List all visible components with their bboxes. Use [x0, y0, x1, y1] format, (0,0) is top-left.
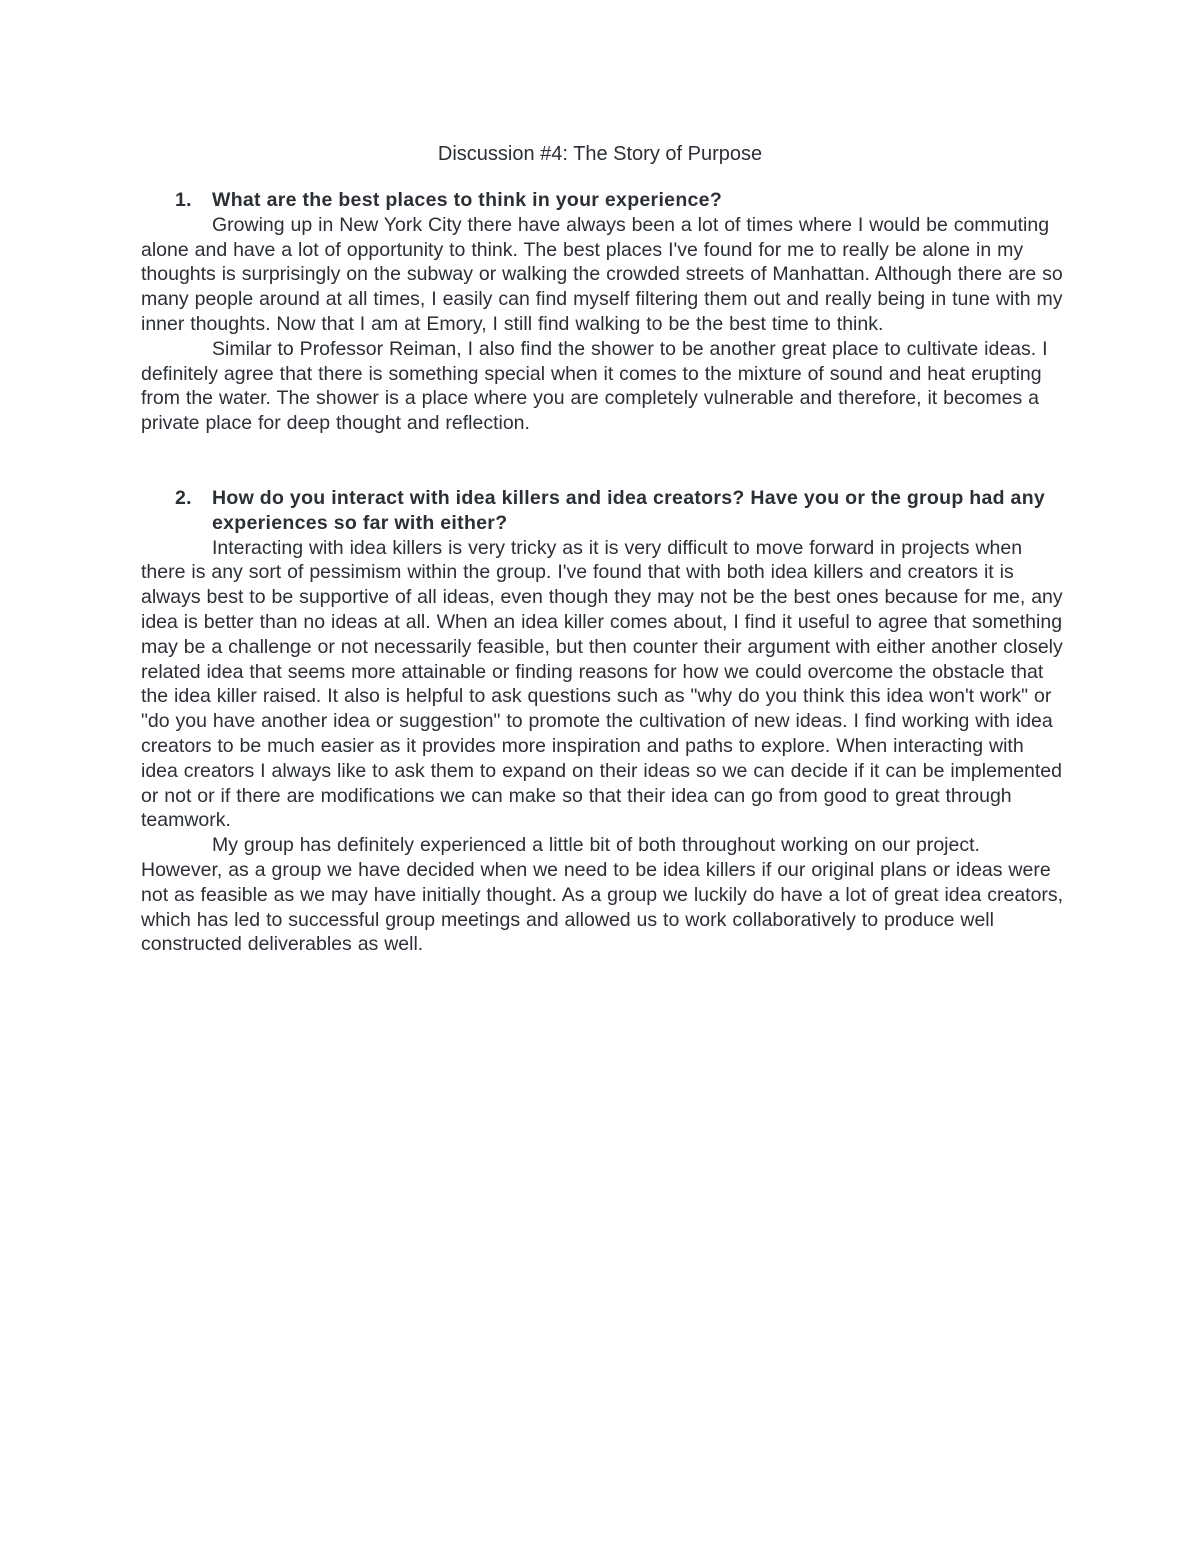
question-text: How do you interact with idea killers and idea creators? Have you or the group had any experiences so far with either? — [212, 487, 1046, 534]
answer-paragraph: Growing up in New York City there have always been a lot of times where I would be commuting alone and have a lot of opportunity to think. The best places I've found for me to really be alone in my thoughts is surprisingly on the subway or walking the crowded streets of Manhattan. Although there are so many people around at all times, I easily can find myself filtering them out and really being in tune with my inner thoughts. Now that I am at Emory, I still find walking to be the best time to think. — [141, 213, 1063, 335]
answer-paragraph: Similar to Professor Reiman, I also find the shower to be another great place to cultivate ideas. I definitely agree that there is something special when it comes to the mixture of sound and heat erupting from the water. The shower is a place where you are completely vulnerable and therefore, it becomes a private place for deep thought and reflection. — [141, 337, 1048, 435]
question-text: What are the best places to think in your experience? — [212, 189, 723, 211]
question-2 — [141, 486, 1066, 536]
section-2 — [141, 486, 1066, 957]
question-number: 2. — [175, 487, 192, 509]
question-1 — [141, 188, 1066, 213]
document-title: Discussion #4: The Story of Purpose — [437, 143, 763, 165]
question-number: 1. — [175, 189, 192, 211]
answer-paragraph: My group has definitely experienced a little bit of both throughout working on our project. However, as a group we have decided when we need to be idea killers if our original plans or ideas were not as feasible as we may have initially thought. As a group we luckily do have a lot of great idea creators, which has led to successful group meetings and allowed us to work collaboratively to produce well constructed deliverables as well. — [141, 834, 1064, 956]
section-1 — [141, 188, 1066, 436]
answer-paragraph: Interacting with idea killers is very tricky as it is very difficult to move forward in projects when there is any sort of pessimism within the group. I've found that with both idea killers and creators it is always best to be supportive of all ideas, even though they may not be the best ones because for me, any idea is better than no ideas at all. When an idea killer comes about, I find it useful to agree that something may be a challenge or not necessarily feasible, but then counter their argument with either another closely related idea that seems more attainable or finding reasons for how we could overcome the obstacle that the idea killer raised. It also is helpful to ask questions such as "why do you think this idea won't work" or "do you have another idea or suggestion" to promote the cultivation of new ideas. I find working with idea creators to be much easier as it provides more inspiration and paths to explore. When interacting with idea creators I always like to ask them to expand on their ideas so we can decide if it can be implemented or not or if there are modifications we can make so that their idea can go from good to great through teamwork. — [141, 536, 1063, 832]
